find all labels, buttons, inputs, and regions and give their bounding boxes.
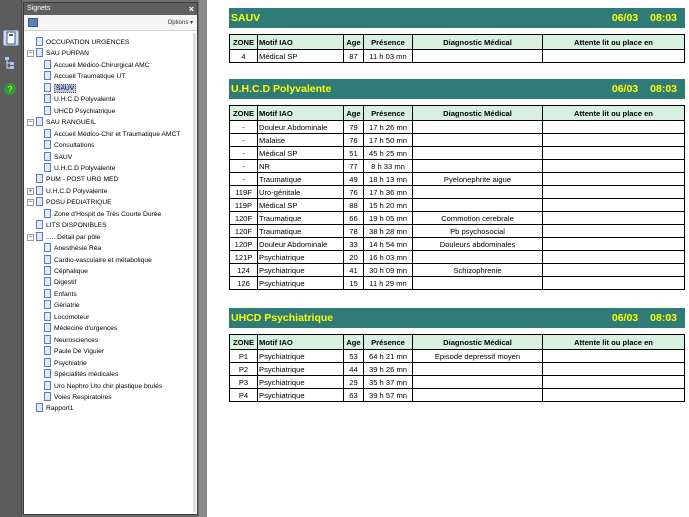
bookmarks-panel-button[interactable] (3, 30, 19, 46)
table-cell: Psychiatrique (258, 389, 344, 402)
bookmark-label: Médecine d'urgences (54, 325, 118, 333)
column-header: Motif IAO (258, 335, 344, 350)
section-time: 08:03 (650, 312, 677, 324)
bookmark-page-icon (44, 94, 51, 103)
table-cell: NR (258, 160, 344, 173)
table-row (230, 350, 685, 363)
table-cell (543, 376, 685, 389)
table-cell (413, 160, 543, 173)
table-cell: Psychiatrique (258, 264, 344, 277)
table-cell: 64 h 21 mn (364, 350, 413, 363)
bookmark-page-icon (36, 197, 43, 206)
table-row (230, 173, 685, 186)
table-cell: 39 h 57 mn (364, 389, 413, 402)
bookmark-page-icon (44, 129, 51, 138)
table-cell: 41 (344, 264, 364, 277)
report-section (229, 79, 685, 290)
bookmark-page-icon (44, 163, 51, 172)
bookmark-label: SAU PURPAN (46, 50, 89, 58)
bookmark-page-icon (44, 346, 51, 355)
table-row (230, 160, 685, 173)
table-cell: P2 (230, 363, 258, 376)
table-cell: 124 (230, 264, 258, 277)
table-cell: 44 (344, 363, 364, 376)
bookmark-page-icon (44, 255, 51, 264)
table-cell: 15 h 20 mn (364, 199, 413, 212)
table-cell: 87 (344, 50, 364, 63)
table-cell: 45 h 25 mn (364, 147, 413, 160)
table-cell: 17 h 26 mn (364, 121, 413, 134)
table-cell: 11 h 29 mn (364, 277, 413, 290)
table-cell: 79 (344, 121, 364, 134)
bookmark-item[interactable] (44, 358, 87, 369)
table-cell: 38 h 28 mn (364, 225, 413, 238)
column-header: Age (344, 335, 364, 350)
table-cell: 19 h 05 mn (364, 212, 413, 225)
table-cell: - (230, 147, 258, 160)
table-row (230, 212, 685, 225)
bookmark-label: Accueil Médico-Chirurgical AMC (54, 61, 150, 69)
bookmark-label: OCCUPATION URGENCES (46, 39, 130, 46)
column-header: Motif IAO (258, 106, 344, 121)
patients-table (229, 34, 685, 63)
table-header-row (230, 106, 685, 121)
bookmark-label: POSU PEDIATRIQUE (46, 199, 112, 207)
table-cell (543, 225, 685, 238)
table-cell: Médical SP (258, 147, 344, 160)
table-cell: Traumatique (258, 173, 344, 186)
column-header: ZONE (230, 335, 258, 350)
table-cell: 119F (230, 186, 258, 199)
bookmark-page-icon (36, 174, 43, 183)
table-cell: Psychiatrique (258, 376, 344, 389)
table-cell (413, 389, 543, 402)
bookmark-page-icon (44, 71, 51, 80)
bookmark-page-icon (44, 277, 51, 286)
bookmark-item[interactable] (44, 255, 152, 266)
table-cell: 76 (344, 134, 364, 147)
table-cell: 15 (344, 277, 364, 290)
table-row (230, 238, 685, 251)
table-cell: 16 h 03 mn (364, 251, 413, 264)
expand-icon[interactable]: + (28, 187, 33, 195)
table-cell: 39 h 26 mn (364, 363, 413, 376)
section-title: SAUV (231, 12, 261, 24)
bookmark-label: SAUV (54, 153, 73, 161)
bookmark-label: Spécialités médicales (54, 371, 119, 379)
bookmarks-panel (23, 2, 198, 515)
panel-title-label: Signets (27, 5, 51, 12)
table-cell (543, 199, 685, 212)
table-cell (543, 50, 685, 63)
bookmark-item[interactable] (44, 266, 88, 277)
section-title: U.H.C.D Polyvalente (231, 83, 332, 95)
column-header: Age (344, 106, 364, 121)
table-cell (543, 251, 685, 264)
table-cell: Médical SP (258, 50, 344, 63)
bookmarks-panel-title (24, 3, 197, 15)
bookmark-label: Gériatrie (54, 302, 80, 310)
bookmark-label: U.H.C.D Polyvalente (54, 164, 116, 172)
table-cell: 30 h 09 mn (364, 264, 413, 277)
patients-table (229, 334, 685, 402)
bookmark-item[interactable] (44, 209, 161, 220)
table-cell (543, 134, 685, 147)
table-row (230, 134, 685, 147)
table-row (230, 50, 685, 63)
table-cell: 77 (344, 160, 364, 173)
bookmark-item[interactable] (28, 197, 112, 208)
bookmark-page-icon (44, 312, 51, 321)
table-cell (543, 350, 685, 363)
table-cell: 51 (344, 147, 364, 160)
table-cell: Douleur Abdominale (258, 121, 344, 134)
table-cell: 88 (344, 199, 364, 212)
bookmark-label: U.H.C.D Polyvalente (54, 96, 116, 104)
bookmark-label: Enfants (54, 290, 77, 298)
table-row (230, 363, 685, 376)
help-icon (3, 82, 17, 96)
table-cell: - (230, 173, 258, 186)
bookmark-item[interactable] (44, 289, 77, 300)
table-cell: Malaise (258, 134, 344, 147)
table-cell: 17 h 36 mn (364, 186, 413, 199)
table-cell: 18 h 13 mn (364, 173, 413, 186)
table-cell (413, 186, 543, 199)
bookmarks-scrollbar[interactable] (193, 33, 196, 512)
column-header: Motif IAO (258, 35, 344, 50)
help-button[interactable] (3, 82, 19, 98)
section-date: 06/03 (611, 12, 639, 24)
bookmark-item[interactable] (44, 152, 72, 163)
section-date: 06/03 (611, 83, 639, 95)
bookmark-item[interactable] (44, 129, 180, 140)
bookmark-item[interactable] (44, 392, 112, 403)
column-header: Présence (364, 35, 413, 50)
table-cell (543, 147, 685, 160)
bookmark-item[interactable] (44, 346, 104, 357)
table-cell: 33 (344, 238, 364, 251)
table-cell: 29 (344, 376, 364, 389)
bookmark-item[interactable] (44, 381, 162, 392)
table-cell: Schizophrenie (413, 264, 543, 277)
tree-structure-icon (3, 56, 17, 70)
table-cell: 120P (230, 238, 258, 251)
bookmark-label: Voies Respiratoires (54, 393, 112, 401)
bookmark-page-icon (36, 232, 43, 241)
table-cell: 49 (344, 173, 364, 186)
table-cell (413, 50, 543, 63)
bookmark-page-icon (44, 106, 51, 115)
table-row (230, 389, 685, 402)
table-cell (413, 277, 543, 290)
table-row (230, 199, 685, 212)
bookmark-label: Locomoteur (54, 313, 90, 321)
bookmark-page-icon (36, 403, 43, 412)
close-icon[interactable]: × (188, 4, 194, 14)
table-cell: 11 h 03 mn (364, 50, 413, 63)
table-cell: P4 (230, 389, 258, 402)
table-cell (543, 186, 685, 199)
section-time: 08:03 (650, 83, 677, 95)
navigation-strip (0, 0, 22, 517)
bookmark-label: Accueil Traumatique UT (54, 73, 126, 81)
bookmark-item[interactable] (44, 71, 125, 82)
report-section (229, 308, 685, 402)
table-cell: Psychiatrique (258, 350, 344, 363)
bookmark-label: Céphalique (54, 268, 88, 275)
options-menu-button[interactable]: Options ▾ (167, 20, 193, 26)
table-cell: Médical SP (258, 199, 344, 212)
collapse-icon[interactable]: − (28, 199, 33, 207)
column-header: Présence (364, 106, 413, 121)
table-cell (543, 277, 685, 290)
bookmark-page-icon (44, 60, 51, 69)
bookmark-label: Consultations (54, 142, 95, 150)
column-header: Age (344, 35, 364, 50)
bookmark-item[interactable] (28, 117, 96, 128)
bookmark-item[interactable] (44, 94, 115, 105)
table-cell: P1 (230, 350, 258, 363)
bookmark-item[interactable] (36, 220, 107, 231)
bookmark-item[interactable] (36, 37, 129, 48)
bookmark-page-icon (44, 266, 51, 275)
bookmark-page-icon (36, 48, 43, 57)
table-cell: - (230, 160, 258, 173)
bookmark-label: Accueil Médico-Chir et Traumatique AMCT (54, 130, 181, 138)
bookmark-page-icon (44, 209, 51, 218)
document-gutter (199, 0, 207, 517)
table-row (230, 121, 685, 134)
bookmark-item[interactable] (44, 60, 150, 71)
column-header: Attente lit ou place en (543, 35, 685, 50)
bookmark-item[interactable] (36, 403, 74, 414)
collapse-icon[interactable]: − (28, 233, 33, 241)
bookmark-label: Uro Nephro Uto chir plastique brulés (54, 382, 163, 390)
bookmark-item[interactable] (44, 163, 115, 174)
table-cell: 78 (344, 225, 364, 238)
section-datetime (612, 79, 677, 99)
table-cell (543, 160, 685, 173)
bookmark-label: UHCD Psychiatrique (54, 107, 116, 115)
table-cell: - (230, 121, 258, 134)
table-cell: Psychiatrique (258, 251, 344, 264)
bookmark-item[interactable] (44, 369, 118, 380)
section-datetime (612, 308, 677, 328)
column-header: Attente lit ou place en (543, 335, 685, 350)
table-cell (543, 264, 685, 277)
table-cell (543, 363, 685, 376)
table-cell: 53 (344, 350, 364, 363)
table-cell: 20 (344, 251, 364, 264)
table-cell: Commotion cerebrale (413, 212, 543, 225)
bookmark-page-icon (36, 186, 43, 195)
bookmark-label: Zone d'Hospit de Très Courte Durée (54, 210, 162, 218)
table-cell: 119P (230, 199, 258, 212)
table-cell: Uro-génitale (258, 186, 344, 199)
bookmark-item[interactable] (28, 186, 108, 197)
bookmark-page-icon (36, 37, 43, 46)
table-cell: 14 h 54 mn (364, 238, 413, 251)
column-header: ZONE (230, 35, 258, 50)
table-cell (543, 121, 685, 134)
tree-view-button[interactable] (3, 56, 19, 72)
bookmark-page-icon (44, 289, 51, 298)
table-cell: 126 (230, 277, 258, 290)
table-cell: Psychiatrique (258, 277, 344, 290)
bookmark-item[interactable] (36, 174, 118, 185)
bookmark-label: Cardio-vasculaire et métabolique (54, 256, 152, 264)
bookmark-page-icon (44, 358, 51, 367)
table-cell: 120F (230, 212, 258, 225)
table-cell: 76 (344, 186, 364, 199)
bookmark-page-icon (44, 369, 51, 378)
table-header-row (230, 335, 685, 350)
table-cell: Traumatique (258, 225, 344, 238)
bookmark-page-icon (44, 392, 51, 401)
bookmark-label: Digestif (54, 279, 77, 287)
section-title: UHCD Psychiatrique (231, 312, 334, 324)
column-header: Diagnostic Médical (413, 335, 543, 350)
bookmark-label: ..... Détail par pôle (46, 233, 101, 241)
bookmark-page-icon (44, 300, 51, 309)
bookmark-page-icon (44, 323, 51, 332)
bookmark-page-icon (44, 152, 51, 161)
table-cell: 120F (230, 225, 258, 238)
table-cell: Douleur Abdominale (258, 238, 344, 251)
table-cell (413, 363, 543, 376)
bookmark-label: Paule De Viguier (54, 348, 105, 356)
bookmark-item[interactable] (44, 140, 95, 151)
table-row (230, 264, 685, 277)
bookmark-item[interactable] (44, 300, 80, 311)
table-row (230, 376, 685, 389)
bookmark-item[interactable] (44, 335, 98, 346)
bookmark-page-icon (44, 335, 51, 344)
bookmark-options-icon[interactable] (28, 18, 38, 27)
table-row (230, 186, 685, 199)
report-section (229, 8, 685, 63)
table-cell (413, 251, 543, 264)
collapse-icon[interactable]: − (28, 119, 33, 127)
bookmark-item[interactable] (44, 277, 76, 288)
table-cell (413, 376, 543, 389)
bookmark-page-icon (36, 117, 43, 126)
section-header (229, 79, 685, 99)
bookmark-item[interactable] (28, 232, 101, 243)
table-cell: Psychiatrique (258, 363, 344, 376)
collapse-icon[interactable]: − (28, 50, 33, 58)
patients-table (229, 105, 685, 290)
table-cell (413, 121, 543, 134)
table-row (230, 225, 685, 238)
table-cell: Episode depressif moyen (413, 350, 543, 363)
bookmarks-toolbar (24, 15, 197, 31)
document-page (207, 0, 689, 517)
section-date: 06/03 (611, 312, 639, 324)
bookmark-item[interactable] (44, 243, 101, 254)
table-cell: 17 h 50 mn (364, 134, 413, 147)
table-cell: Douleurs abdominales (413, 238, 543, 251)
table-cell: 8 h 33 mn (364, 160, 413, 173)
bookmark-label: SAUV (56, 84, 75, 92)
bookmark-page-icon (36, 220, 43, 229)
svg-text:?: ? (7, 85, 13, 94)
bookmark-label: Anesthésie Réa (54, 245, 102, 253)
table-cell: 35 h 37 mn (364, 376, 413, 389)
bookmark-page-icon (44, 83, 51, 92)
table-cell: Pyelonephrite aigue (413, 173, 543, 186)
table-row (230, 277, 685, 290)
table-row (230, 251, 685, 264)
column-header: ZONE (230, 106, 258, 121)
section-header (229, 308, 685, 328)
column-header: Diagnostic Médical (413, 35, 543, 50)
table-cell: 121P (230, 251, 258, 264)
table-cell (543, 173, 685, 186)
bookmark-item[interactable] (44, 312, 89, 323)
bookmark-label: SAU RANGUEIL (46, 119, 96, 127)
bookmark-page-icon (44, 381, 51, 390)
table-cell (543, 238, 685, 251)
bookmark-item[interactable] (44, 106, 115, 117)
table-cell (543, 389, 685, 402)
table-cell: 66 (344, 212, 364, 225)
bookmark-label: U.H.C.D Polyvalente (46, 187, 108, 195)
table-header-row (230, 35, 685, 50)
table-cell: Traumatique (258, 212, 344, 225)
section-time: 08:03 (650, 12, 677, 24)
bookmark-label: LITS DISPONIBLES (46, 222, 107, 230)
column-header: Diagnostic Médical (413, 106, 543, 121)
section-datetime (612, 8, 677, 28)
table-cell (413, 147, 543, 160)
bookmark-label: PUM - POST URG MED (46, 176, 119, 184)
column-header: Attente lit ou place en (543, 106, 685, 121)
bookmark-icon (4, 31, 18, 45)
bookmark-page-icon (44, 140, 51, 149)
table-cell: P3 (230, 376, 258, 389)
table-cell: 63 (344, 389, 364, 402)
section-header (229, 8, 685, 28)
bookmark-page-icon (44, 243, 51, 252)
bookmark-item[interactable] (44, 83, 76, 94)
bookmark-item[interactable] (44, 323, 117, 334)
table-cell (413, 134, 543, 147)
bookmark-label: Psychiatrie (54, 359, 87, 367)
table-cell (413, 199, 543, 212)
bookmark-label: Neurosciences (54, 336, 99, 344)
table-cell: - (230, 134, 258, 147)
bookmark-item[interactable] (28, 48, 89, 59)
bookmarks-tree (24, 33, 197, 514)
table-cell: Pb psychosocial (413, 225, 543, 238)
bookmark-label: Rapport1 (46, 405, 74, 413)
table-cell: 4 (230, 50, 258, 63)
table-row (230, 147, 685, 160)
column-header: Présence (364, 335, 413, 350)
table-cell (543, 212, 685, 225)
